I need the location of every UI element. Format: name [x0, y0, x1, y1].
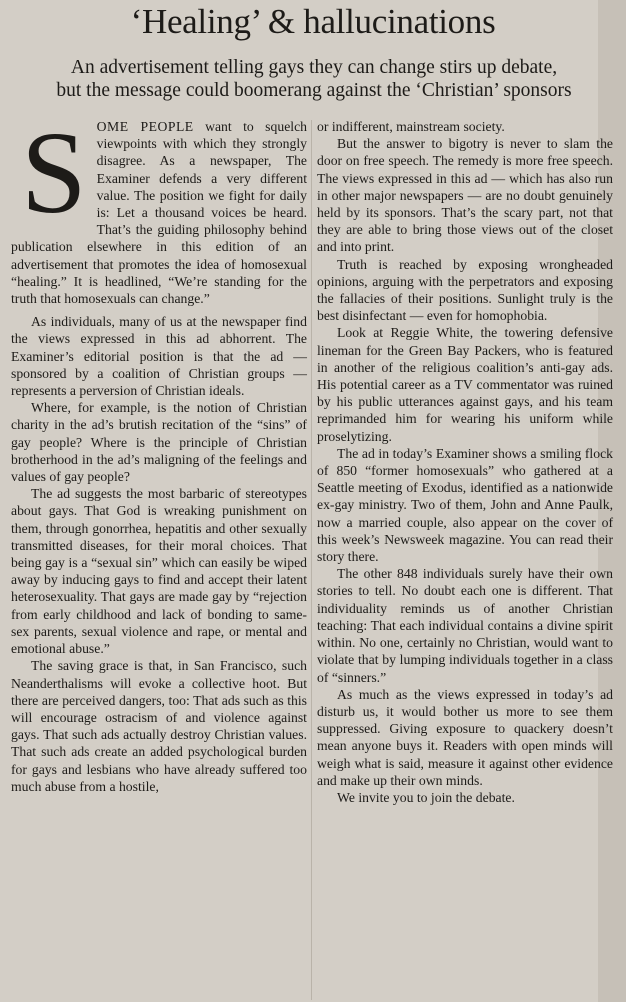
- paragraph-8: Look at Reggie White, the towering defensive lineman for the Green Bay Packers, who is featured in another of the religious coalition’s anti-gay ads. His potential career as a TV commentator was ruined by his public utterances against gays, and his team reprimanded him for wearing his uniform while proselytizing.: [317, 325, 613, 444]
- paragraph-5: The saving grace is that, in San Francisco, such Neanderthalisms will evoke a collective hoot. But there are perceived dangers, too: That ads such as this will encourage ostracism of and violence against gays. That such ads actually destroy Christian values. That such ads create an added psychological burden for gays and lesbians who have already suffered too much abuse from a hostile,: [11, 658, 307, 794]
- paragraph-7: Truth is reached by exposing wrongheaded opinions, arguing with the perpetrators and exposing the fallacies of their positions. Sunlight truly is the best disinfectant — even for homophobia.: [317, 256, 613, 324]
- paragraph-10: The other 848 individuals surely have their own stories to tell. No doubt each one is different. That individuality reminds us of another Christian teaching: That each individual contains a divine spirit within. No one, certainly no Christian, would want to violate that by lumping individuals together in a class of “sinners.”: [317, 566, 613, 685]
- column-divider: [311, 120, 312, 1000]
- deck-line-2: but the message could boomerang against the ‘Christian’ sponsors: [56, 80, 572, 101]
- drop-cap: S: [21, 107, 87, 238]
- column-left: [11, 107, 307, 795]
- column-right: [317, 118, 613, 806]
- paragraph-1-text: want to squelch viewpoints with which they strongly disagree. As a newspaper, The Examiner defends a very different value. The position we fight for daily is: Let a thousand voices be heard. That’s the guiding philosophy behind publication elsewhere in this edition of an advertisement that promotes the idea of homosexual “healing.” It is headlined, “We’re standing for the truth that homosexuals can change.”: [11, 119, 307, 307]
- paragraph-2: As individuals, many of us at the newspaper find the views expressed in this ad abhorrent. The Examiner’s editorial position is that the ad — sponsored by a coalition of Christian groups — represents a perversion of Christian ideals.: [11, 314, 307, 399]
- paragraph-12: We invite you to join the debate.: [337, 789, 515, 805]
- deck-line-1: An advertisement telling gays they can change stirs up debate,: [70, 57, 558, 78]
- deck-subheadline: [14, 56, 614, 102]
- paragraph-1: [11, 107, 307, 307]
- headline: ‘Healing’ & hallucinations: [130, 2, 496, 41]
- paragraph-5-continued: or indifferent, mainstream society.: [317, 119, 505, 134]
- paragraph-6: But the answer to bigotry is never to slam the door on free speech. The remedy is more free speech. The views expressed in this ad — which has also run in other major newspapers — are no doubt genuinely held by its sponsors. That’s the scary part, not that they are able to bring those views out of the closet and into print.: [317, 136, 613, 255]
- lead-small-caps: OME PEOPLE: [96, 119, 194, 134]
- paragraph-9: The ad in today’s Examiner shows a smiling flock of 850 “former homosexuals” who gathered at a Seattle meeting of Exodus, identified as a nationwide ex-gay ministry. Two of them, John and Anne Paulk, now a married couple, also appear on the cover of this week’s Newsweek magazine. You can read their story there.: [317, 445, 613, 565]
- paragraph-11: As much as the views expressed in today’s ad disturb us, it would bother us more to see them suppressed. Giving exposure to quackery doesn’t mean anyone buys it. Readers with open minds will weigh what is said, measure it against other evidence and make up their own minds.: [317, 686, 613, 788]
- paragraph-4: The ad suggests the most barbaric of stereotypes about gays. That God is wreaking punishment on them, through gonorrhea, hepatitis and other sexually transmitted diseases, for their moral choices. That being gay is a “sexual sin” which can easily be wiped away by inducing gays to find and accept their latent heterosexuality. That gays are made gay by “rejection from early childhood and lack of bonding to same-sex parents, sexual violence and rape, or mental and emotional abuse.”: [11, 486, 307, 657]
- paragraph-3: Where, for example, is the notion of Christian charity in the ad’s brutish recitation of the “sins” of gay people? Where is the principle of Christian brotherhood in the ad’s maligning of the feelings and values of gay people?: [11, 400, 307, 485]
